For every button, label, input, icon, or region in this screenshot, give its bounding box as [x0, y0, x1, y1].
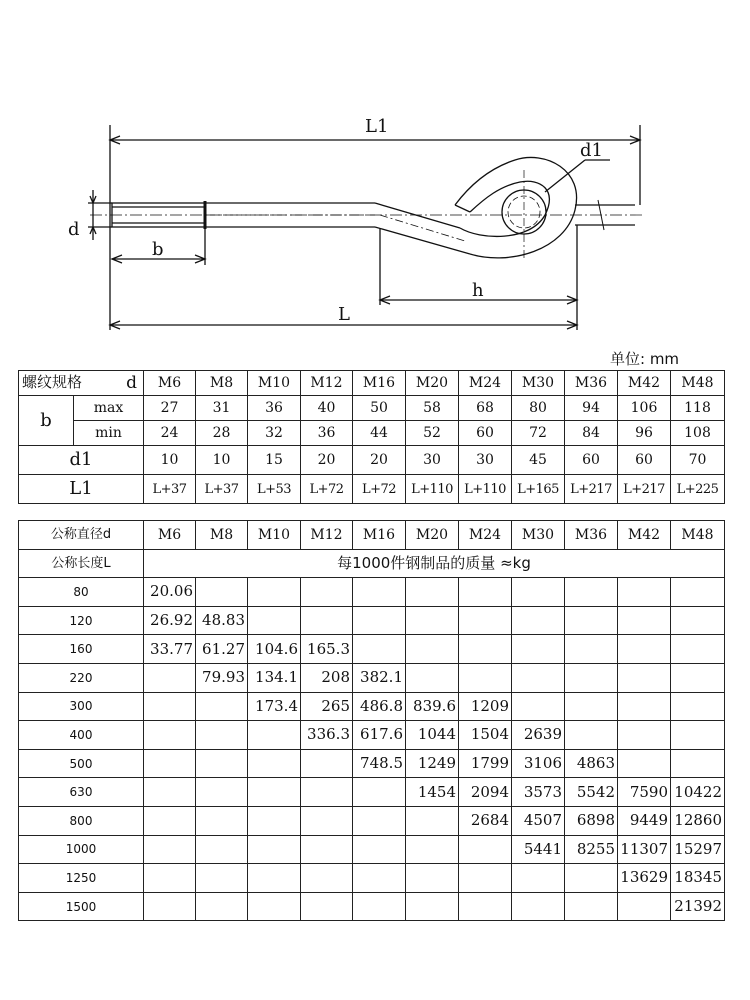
label-d1: d1 — [580, 140, 603, 161]
b-label: b — [19, 396, 74, 446]
table-row — [19, 721, 725, 750]
mass-cell: 382.1 — [353, 663, 406, 692]
mass-cell — [196, 806, 248, 835]
L1-cell: L+53 — [248, 475, 301, 504]
mass-cell — [196, 778, 248, 807]
mass-cell: 61.27 — [196, 635, 248, 664]
mass-cell — [459, 835, 512, 864]
mass-cell — [459, 663, 512, 692]
table-row — [19, 806, 725, 835]
d1-cell: 10 — [144, 446, 196, 475]
mass-cell: 839.6 — [406, 692, 459, 721]
size-cell: M6 — [144, 371, 196, 396]
bmax-cell: 94 — [565, 396, 618, 421]
mass-cell — [565, 692, 618, 721]
spec-row-bmax — [19, 396, 725, 421]
mass-cell — [459, 864, 512, 893]
mass-cell: 2684 — [459, 806, 512, 835]
mass-cell: 21392 — [671, 892, 725, 921]
mass-cell: 5542 — [565, 778, 618, 807]
bmin-cell: 44 — [353, 421, 406, 446]
mass-cell — [144, 892, 196, 921]
table-row — [19, 835, 725, 864]
mass-cell — [618, 749, 671, 778]
length-cell: 630 — [19, 778, 144, 807]
min-label: min — [74, 421, 144, 446]
spec-row-bmin — [19, 421, 725, 446]
mass-cell — [144, 864, 196, 893]
L1-cell: L+110 — [459, 475, 512, 504]
d1-cell: 60 — [618, 446, 671, 475]
mass-cell: 165.3 — [301, 635, 353, 664]
mass-cell: 18345 — [671, 864, 725, 893]
len-label: 公称长度L — [19, 549, 144, 578]
bmax-cell: 58 — [406, 396, 459, 421]
mass-cell — [353, 835, 406, 864]
mass-cell — [671, 721, 725, 750]
mass-cell — [618, 692, 671, 721]
mass-cell — [248, 578, 301, 607]
length-cell: 500 — [19, 749, 144, 778]
mass-cell — [618, 892, 671, 921]
mass-cell — [565, 606, 618, 635]
mass-cell — [406, 663, 459, 692]
mass-cell — [144, 806, 196, 835]
mass-cell: 7590 — [618, 778, 671, 807]
mass-cell: 5441 — [512, 835, 565, 864]
mass-cell: 2639 — [512, 721, 565, 750]
table-row — [19, 663, 725, 692]
mass-cell: 6898 — [565, 806, 618, 835]
mass-cell — [565, 663, 618, 692]
mass-cell — [406, 892, 459, 921]
size-cell: M24 — [459, 371, 512, 396]
mass-table — [18, 520, 725, 921]
mass-cell — [671, 578, 725, 607]
mass-cell — [301, 778, 353, 807]
mass-cell — [248, 721, 301, 750]
mass-note-row — [19, 549, 725, 578]
mass-cell — [512, 635, 565, 664]
mass-size-cell: M42 — [618, 521, 671, 550]
table-row — [19, 778, 725, 807]
mass-cell — [248, 606, 301, 635]
mass-cell — [248, 806, 301, 835]
mass-cell: 3573 — [512, 778, 565, 807]
mass-cell: 336.3 — [301, 721, 353, 750]
bmax-cell: 31 — [196, 396, 248, 421]
mass-header-row — [19, 521, 725, 550]
mass-cell: 9449 — [618, 806, 671, 835]
length-cell: 80 — [19, 578, 144, 607]
L1-cell: L+217 — [618, 475, 671, 504]
bmax-cell: 27 — [144, 396, 196, 421]
mass-cell — [248, 835, 301, 864]
length-cell: 220 — [19, 663, 144, 692]
max-label: max — [74, 396, 144, 421]
L1-cell: L+165 — [512, 475, 565, 504]
L1-cell: L+72 — [353, 475, 406, 504]
size-cell: M20 — [406, 371, 459, 396]
mass-cell — [512, 892, 565, 921]
mass-cell — [196, 835, 248, 864]
mass-cell: 12860 — [671, 806, 725, 835]
mass-cell — [565, 721, 618, 750]
mass-cell — [353, 778, 406, 807]
mass-cell — [144, 692, 196, 721]
mass-cell: 3106 — [512, 749, 565, 778]
mass-cell — [196, 749, 248, 778]
mass-cell — [353, 864, 406, 893]
length-cell: 1250 — [19, 864, 144, 893]
size-cell: M48 — [671, 371, 725, 396]
mass-cell — [248, 749, 301, 778]
mass-cell: 486.8 — [353, 692, 406, 721]
mass-size-cell: M30 — [512, 521, 565, 550]
mass-cell: 1799 — [459, 749, 512, 778]
mass-cell: 33.77 — [144, 635, 196, 664]
L1-cell: L+37 — [144, 475, 196, 504]
d1-cell: 10 — [196, 446, 248, 475]
mass-size-cell: M6 — [144, 521, 196, 550]
mass-cell: 11307 — [618, 835, 671, 864]
mass-cell — [565, 864, 618, 893]
bmin-cell: 52 — [406, 421, 459, 446]
mass-cell — [671, 635, 725, 664]
mass-cell — [248, 864, 301, 893]
label-L: L — [338, 304, 350, 325]
bmin-cell: 108 — [671, 421, 725, 446]
mass-cell: 13629 — [618, 864, 671, 893]
table-row — [19, 864, 725, 893]
mass-cell: 15297 — [671, 835, 725, 864]
unit-label: 单位: mm — [610, 350, 680, 368]
mass-cell — [301, 892, 353, 921]
d-label: d — [126, 372, 137, 393]
mass-cell: 134.1 — [248, 663, 301, 692]
table-row — [19, 578, 725, 607]
d1-cell: 20 — [301, 446, 353, 475]
bmin-cell: 24 — [144, 421, 196, 446]
mass-cell — [618, 663, 671, 692]
d1-cell: 30 — [406, 446, 459, 475]
mass-cell — [671, 749, 725, 778]
mass-cell — [565, 578, 618, 607]
mass-cell — [353, 892, 406, 921]
L1-cell: L+37 — [196, 475, 248, 504]
mass-cell — [512, 578, 565, 607]
label-d: d — [68, 219, 80, 240]
mass-cell: 4507 — [512, 806, 565, 835]
bmax-cell: 106 — [618, 396, 671, 421]
mass-cell: 4863 — [565, 749, 618, 778]
mass-cell — [671, 606, 725, 635]
dia-label: 公称直径d — [19, 521, 144, 550]
mass-cell: 617.6 — [353, 721, 406, 750]
mass-cell — [459, 606, 512, 635]
mass-cell: 265 — [301, 692, 353, 721]
mass-size-cell: M16 — [353, 521, 406, 550]
mass-cell: 48.83 — [196, 606, 248, 635]
size-cell: M10 — [248, 371, 301, 396]
mass-size-cell: M24 — [459, 521, 512, 550]
mass-cell: 2094 — [459, 778, 512, 807]
mass-cell — [671, 692, 725, 721]
mass-cell — [512, 606, 565, 635]
spec-table — [18, 370, 725, 504]
mass-cell — [144, 749, 196, 778]
length-cell: 300 — [19, 692, 144, 721]
eye-bolt-drawing — [0, 0, 750, 345]
mass-cell: 173.4 — [248, 692, 301, 721]
L1-label: L1 — [19, 475, 144, 504]
mass-size-cell: M8 — [196, 521, 248, 550]
d1-cell: 30 — [459, 446, 512, 475]
mass-cell: 1504 — [459, 721, 512, 750]
L1-cell: L+225 — [671, 475, 725, 504]
mass-cell — [353, 806, 406, 835]
d1-label: d1 — [19, 446, 144, 475]
table-row — [19, 635, 725, 664]
mass-cell — [144, 663, 196, 692]
mass-cell — [196, 892, 248, 921]
size-cell: M16 — [353, 371, 406, 396]
table-row — [19, 692, 725, 721]
bmax-cell: 40 — [301, 396, 353, 421]
mass-cell: 1249 — [406, 749, 459, 778]
bmin-cell: 28 — [196, 421, 248, 446]
mass-cell — [565, 635, 618, 664]
mass-cell — [406, 835, 459, 864]
mass-cell — [196, 692, 248, 721]
thread-label: 螺纹规格 — [22, 372, 83, 391]
mass-cell — [353, 635, 406, 664]
size-cell: M30 — [512, 371, 565, 396]
mass-cell: 79.93 — [196, 663, 248, 692]
spec-row-size — [19, 371, 725, 396]
L1-cell: L+110 — [406, 475, 459, 504]
length-cell: 120 — [19, 606, 144, 635]
size-cell: M12 — [301, 371, 353, 396]
label-L1: L1 — [365, 116, 389, 137]
length-cell: 400 — [19, 721, 144, 750]
length-cell: 1000 — [19, 835, 144, 864]
mass-cell — [196, 578, 248, 607]
mass-cell: 20.06 — [144, 578, 196, 607]
thread-label-cell — [19, 371, 144, 396]
length-cell: 800 — [19, 806, 144, 835]
bmin-cell: 32 — [248, 421, 301, 446]
mass-cell — [512, 864, 565, 893]
d1-cell: 70 — [671, 446, 725, 475]
size-cell: M36 — [565, 371, 618, 396]
mass-size-cell: M36 — [565, 521, 618, 550]
mass-cell — [196, 864, 248, 893]
mass-cell — [301, 806, 353, 835]
mass-cell — [406, 578, 459, 607]
size-cell: M42 — [618, 371, 671, 396]
mass-cell — [565, 892, 618, 921]
mass-cell — [144, 778, 196, 807]
mass-cell: 208 — [301, 663, 353, 692]
mass-cell: 1454 — [406, 778, 459, 807]
L1-cell: L+217 — [565, 475, 618, 504]
mass-cell — [353, 578, 406, 607]
mass-cell — [301, 578, 353, 607]
mass-size-cell: M20 — [406, 521, 459, 550]
mass-cell — [459, 892, 512, 921]
mass-cell — [618, 606, 671, 635]
label-h: h — [472, 280, 484, 301]
bmax-cell: 50 — [353, 396, 406, 421]
mass-cell — [248, 892, 301, 921]
mass-cell — [248, 778, 301, 807]
mass-cell — [406, 606, 459, 635]
mass-cell — [618, 578, 671, 607]
length-cell: 160 — [19, 635, 144, 664]
mass-cell — [406, 864, 459, 893]
mass-cell — [406, 635, 459, 664]
bmin-cell: 36 — [301, 421, 353, 446]
mass-cell — [144, 721, 196, 750]
mass-cell — [618, 721, 671, 750]
mass-cell — [459, 578, 512, 607]
mass-cell — [671, 663, 725, 692]
table-row — [19, 749, 725, 778]
mass-cell: 26.92 — [144, 606, 196, 635]
mass-cell: 748.5 — [353, 749, 406, 778]
mass-note: 每1000件钢制品的质量 ≈kg — [144, 549, 725, 578]
mass-cell — [512, 663, 565, 692]
mass-cell — [459, 635, 512, 664]
mass-cell — [353, 606, 406, 635]
mass-size-cell: M10 — [248, 521, 301, 550]
table-row — [19, 892, 725, 921]
bmin-cell: 96 — [618, 421, 671, 446]
d1-cell: 60 — [565, 446, 618, 475]
mass-cell — [406, 806, 459, 835]
mass-cell: 1209 — [459, 692, 512, 721]
mass-size-cell: M48 — [671, 521, 725, 550]
bmax-cell: 118 — [671, 396, 725, 421]
length-cell: 1500 — [19, 892, 144, 921]
mass-cell: 10422 — [671, 778, 725, 807]
spec-row-d1 — [19, 446, 725, 475]
mass-cell — [196, 721, 248, 750]
L1-cell: L+72 — [301, 475, 353, 504]
mass-cell — [301, 835, 353, 864]
d1-cell: 15 — [248, 446, 301, 475]
mass-cell — [301, 864, 353, 893]
bmax-cell: 68 — [459, 396, 512, 421]
bmin-cell: 84 — [565, 421, 618, 446]
bmax-cell: 36 — [248, 396, 301, 421]
mass-cell: 8255 — [565, 835, 618, 864]
spec-row-L1 — [19, 475, 725, 504]
bmin-cell: 60 — [459, 421, 512, 446]
bmin-cell: 72 — [512, 421, 565, 446]
label-b: b — [152, 239, 164, 260]
table-row — [19, 606, 725, 635]
mass-cell: 104.6 — [248, 635, 301, 664]
mass-cell — [301, 606, 353, 635]
size-cell: M8 — [196, 371, 248, 396]
mass-cell — [512, 692, 565, 721]
d1-cell: 45 — [512, 446, 565, 475]
d1-cell: 20 — [353, 446, 406, 475]
mass-cell: 1044 — [406, 721, 459, 750]
mass-size-cell: M12 — [301, 521, 353, 550]
mass-cell — [144, 835, 196, 864]
mass-cell — [618, 635, 671, 664]
bmax-cell: 80 — [512, 396, 565, 421]
mass-cell — [301, 749, 353, 778]
